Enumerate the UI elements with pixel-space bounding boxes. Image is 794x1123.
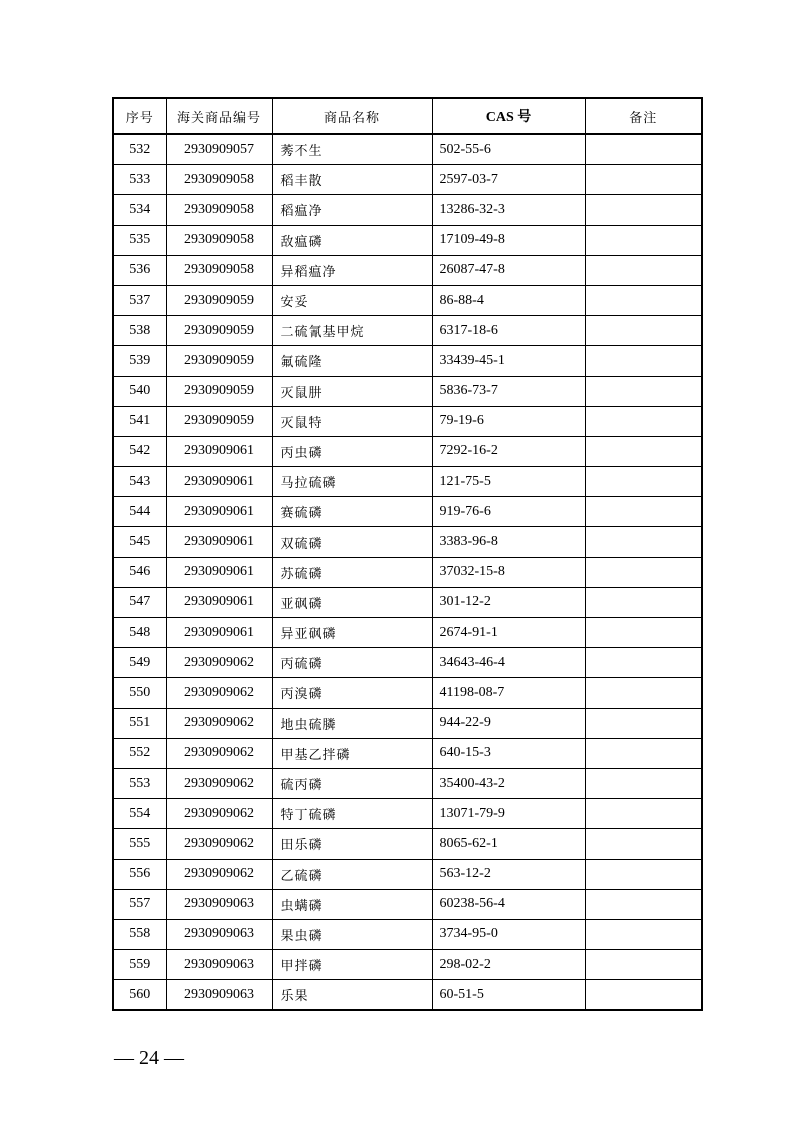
serial-number-cell: 548: [113, 618, 166, 648]
serial-number-cell: 539: [113, 346, 166, 376]
serial-number-cell: 546: [113, 557, 166, 587]
remarks-cell: [585, 436, 702, 466]
header-remarks: 备注: [585, 98, 702, 134]
product-name-cell: 丙硫磷: [272, 648, 432, 678]
table-row: [113, 316, 702, 346]
serial-number-cell: 558: [113, 919, 166, 949]
customs-code-cell: 2930909061: [166, 436, 272, 466]
serial-number-cell: 553: [113, 768, 166, 798]
header-customs-code: 海关商品编号: [166, 98, 272, 134]
customs-code-cell: 2930909062: [166, 738, 272, 768]
serial-number-cell: 560: [113, 980, 166, 1011]
serial-number-cell: 554: [113, 799, 166, 829]
remarks-cell: [585, 799, 702, 829]
product-name-cell: 灭鼠特: [272, 406, 432, 436]
product-name-cell: 苏硫磷: [272, 557, 432, 587]
serial-number-cell: 550: [113, 678, 166, 708]
serial-number-cell: 541: [113, 406, 166, 436]
cas-number-cell: 79-19-6: [432, 406, 585, 436]
table-row: [113, 557, 702, 587]
customs-code-cell: 2930909059: [166, 346, 272, 376]
cas-number-cell: 919-76-6: [432, 497, 585, 527]
cas-number-cell: 502-55-6: [432, 134, 585, 165]
remarks-cell: [585, 889, 702, 919]
cas-number-cell: 41198-08-7: [432, 678, 585, 708]
remarks-cell: [585, 618, 702, 648]
table-row: [113, 678, 702, 708]
product-name-cell: 甲基乙拌磷: [272, 738, 432, 768]
cas-number-cell: 60238-56-4: [432, 889, 585, 919]
product-name-cell: 二硫氰基甲烷: [272, 316, 432, 346]
customs-code-cell: 2930909062: [166, 708, 272, 738]
remarks-cell: [585, 406, 702, 436]
cas-number-cell: 13071-79-9: [432, 799, 585, 829]
serial-number-cell: 532: [113, 134, 166, 165]
remarks-cell: [585, 316, 702, 346]
serial-number-cell: 556: [113, 859, 166, 889]
remarks-cell: [585, 768, 702, 798]
remarks-cell: [585, 134, 702, 165]
customs-code-cell: 2930909062: [166, 648, 272, 678]
customs-code-cell: 2930909058: [166, 195, 272, 225]
cas-number-cell: 3734-95-0: [432, 919, 585, 949]
serial-number-cell: 547: [113, 587, 166, 617]
serial-number-cell: 555: [113, 829, 166, 859]
table-row: [113, 436, 702, 466]
serial-number-cell: 545: [113, 527, 166, 557]
header-product-name: 商品名称: [272, 98, 432, 134]
table-row: [113, 980, 702, 1011]
cas-number-cell: 121-75-5: [432, 467, 585, 497]
remarks-cell: [585, 919, 702, 949]
cas-number-cell: 5836-73-7: [432, 376, 585, 406]
customs-code-cell: 2930909062: [166, 829, 272, 859]
remarks-cell: [585, 648, 702, 678]
serial-number-cell: 538: [113, 316, 166, 346]
cas-number-cell: 2674-91-1: [432, 618, 585, 648]
customs-code-cell: 2930909061: [166, 467, 272, 497]
remarks-cell: [585, 859, 702, 889]
customs-code-cell: 2930909062: [166, 799, 272, 829]
table-row: [113, 889, 702, 919]
product-name-cell: 果虫磷: [272, 919, 432, 949]
remarks-cell: [585, 587, 702, 617]
product-name-cell: 异亚砜磷: [272, 618, 432, 648]
product-name-cell: 灭鼠肼: [272, 376, 432, 406]
remarks-cell: [585, 980, 702, 1011]
product-name-cell: 田乐磷: [272, 829, 432, 859]
customs-code-cell: 2930909061: [166, 497, 272, 527]
table-row: [113, 225, 702, 255]
cas-number-cell: 8065-62-1: [432, 829, 585, 859]
cas-number-cell: 298-02-2: [432, 950, 585, 980]
serial-number-cell: 552: [113, 738, 166, 768]
customs-code-cell: 2930909061: [166, 587, 272, 617]
table-row: [113, 829, 702, 859]
table-row: [113, 134, 702, 165]
remarks-cell: [585, 255, 702, 285]
product-name-cell: 丙溴磷: [272, 678, 432, 708]
customs-code-cell: 2930909058: [166, 255, 272, 285]
cas-number-cell: 35400-43-2: [432, 768, 585, 798]
table-row: [113, 527, 702, 557]
customs-code-cell: 2930909062: [166, 859, 272, 889]
page-number: — 24 —: [114, 1047, 184, 1069]
customs-code-cell: 2930909063: [166, 980, 272, 1011]
product-name-cell: 甲拌磷: [272, 950, 432, 980]
product-name-cell: 乙硫磷: [272, 859, 432, 889]
product-name-cell: 亚砜磷: [272, 587, 432, 617]
product-name-cell: 敌瘟磷: [272, 225, 432, 255]
table-header-row: [113, 98, 702, 134]
table-row: [113, 406, 702, 436]
serial-number-cell: 533: [113, 165, 166, 195]
customs-code-cell: 2930909063: [166, 950, 272, 980]
cas-number-cell: 17109-49-8: [432, 225, 585, 255]
table-row: [113, 467, 702, 497]
serial-number-cell: 557: [113, 889, 166, 919]
table-row: [113, 648, 702, 678]
customs-code-cell: 2930909057: [166, 134, 272, 165]
table-body: [113, 134, 702, 1010]
serial-number-cell: 534: [113, 195, 166, 225]
table-row: [113, 768, 702, 798]
cas-number-cell: 26087-47-8: [432, 255, 585, 285]
serial-number-cell: 543: [113, 467, 166, 497]
cas-number-cell: 37032-15-8: [432, 557, 585, 587]
table-row: [113, 346, 702, 376]
product-name-cell: 硫丙磷: [272, 768, 432, 798]
serial-number-cell: 551: [113, 708, 166, 738]
remarks-cell: [585, 678, 702, 708]
cas-number-cell: 3383-96-8: [432, 527, 585, 557]
table-row: [113, 376, 702, 406]
table-row: [113, 255, 702, 285]
customs-code-cell: 2930909062: [166, 768, 272, 798]
customs-code-cell: 2930909061: [166, 527, 272, 557]
customs-code-cell: 2930909059: [166, 285, 272, 315]
cas-number-cell: 7292-16-2: [432, 436, 585, 466]
cas-number-cell: 2597-03-7: [432, 165, 585, 195]
table-row: [113, 708, 702, 738]
product-name-cell: 赛硫磷: [272, 497, 432, 527]
table-row: [113, 919, 702, 949]
table-row: [113, 618, 702, 648]
table-row: [113, 195, 702, 225]
remarks-cell: [585, 467, 702, 497]
table-row: [113, 738, 702, 768]
customs-code-cell: 2930909058: [166, 225, 272, 255]
product-name-cell: 莠不生: [272, 134, 432, 165]
product-name-cell: 异稻瘟净: [272, 255, 432, 285]
serial-number-cell: 544: [113, 497, 166, 527]
product-name-cell: 双硫磷: [272, 527, 432, 557]
customs-code-cell: 2930909061: [166, 618, 272, 648]
table-row: [113, 285, 702, 315]
serial-number-cell: 542: [113, 436, 166, 466]
cas-number-cell: 6317-18-6: [432, 316, 585, 346]
cas-number-cell: 86-88-4: [432, 285, 585, 315]
header-serial-number: 序号: [113, 98, 166, 134]
product-name-cell: 马拉硫磷: [272, 467, 432, 497]
product-name-cell: 稻丰散: [272, 165, 432, 195]
table-row: [113, 165, 702, 195]
remarks-cell: [585, 557, 702, 587]
customs-code-cell: 2930909059: [166, 316, 272, 346]
remarks-cell: [585, 497, 702, 527]
remarks-cell: [585, 829, 702, 859]
product-name-cell: 乐果: [272, 980, 432, 1011]
remarks-cell: [585, 165, 702, 195]
product-name-cell: 氟硫隆: [272, 346, 432, 376]
product-name-cell: 特丁硫磷: [272, 799, 432, 829]
product-name-cell: 虫螨磷: [272, 889, 432, 919]
cas-number-cell: 944-22-9: [432, 708, 585, 738]
product-name-cell: 稻瘟净: [272, 195, 432, 225]
product-name-cell: 地虫硫膦: [272, 708, 432, 738]
header-cas-number: CAS 号: [432, 98, 585, 134]
cas-number-cell: 563-12-2: [432, 859, 585, 889]
serial-number-cell: 536: [113, 255, 166, 285]
serial-number-cell: 537: [113, 285, 166, 315]
remarks-cell: [585, 738, 702, 768]
customs-code-cell: 2930909058: [166, 165, 272, 195]
customs-code-cell: 2930909061: [166, 557, 272, 587]
table-row: [113, 587, 702, 617]
table-row: [113, 859, 702, 889]
cas-number-cell: 33439-45-1: [432, 346, 585, 376]
remarks-cell: [585, 285, 702, 315]
remarks-cell: [585, 950, 702, 980]
serial-number-cell: 535: [113, 225, 166, 255]
table-row: [113, 497, 702, 527]
cas-number-cell: 640-15-3: [432, 738, 585, 768]
table-row: [113, 799, 702, 829]
product-name-cell: 丙虫磷: [272, 436, 432, 466]
customs-code-cell: 2930909063: [166, 919, 272, 949]
remarks-cell: [585, 376, 702, 406]
cas-number-cell: 60-51-5: [432, 980, 585, 1011]
cas-number-cell: 301-12-2: [432, 587, 585, 617]
remarks-cell: [585, 527, 702, 557]
customs-code-cell: 2930909063: [166, 889, 272, 919]
customs-code-cell: 2930909062: [166, 678, 272, 708]
cas-number-cell: 34643-46-4: [432, 648, 585, 678]
remarks-cell: [585, 225, 702, 255]
remarks-cell: [585, 708, 702, 738]
customs-code-cell: 2930909059: [166, 406, 272, 436]
substance-table: [112, 97, 703, 1011]
serial-number-cell: 559: [113, 950, 166, 980]
customs-code-cell: 2930909059: [166, 376, 272, 406]
table-row: [113, 950, 702, 980]
cas-number-cell: 13286-32-3: [432, 195, 585, 225]
serial-number-cell: 549: [113, 648, 166, 678]
remarks-cell: [585, 195, 702, 225]
product-name-cell: 安妥: [272, 285, 432, 315]
remarks-cell: [585, 346, 702, 376]
serial-number-cell: 540: [113, 376, 166, 406]
